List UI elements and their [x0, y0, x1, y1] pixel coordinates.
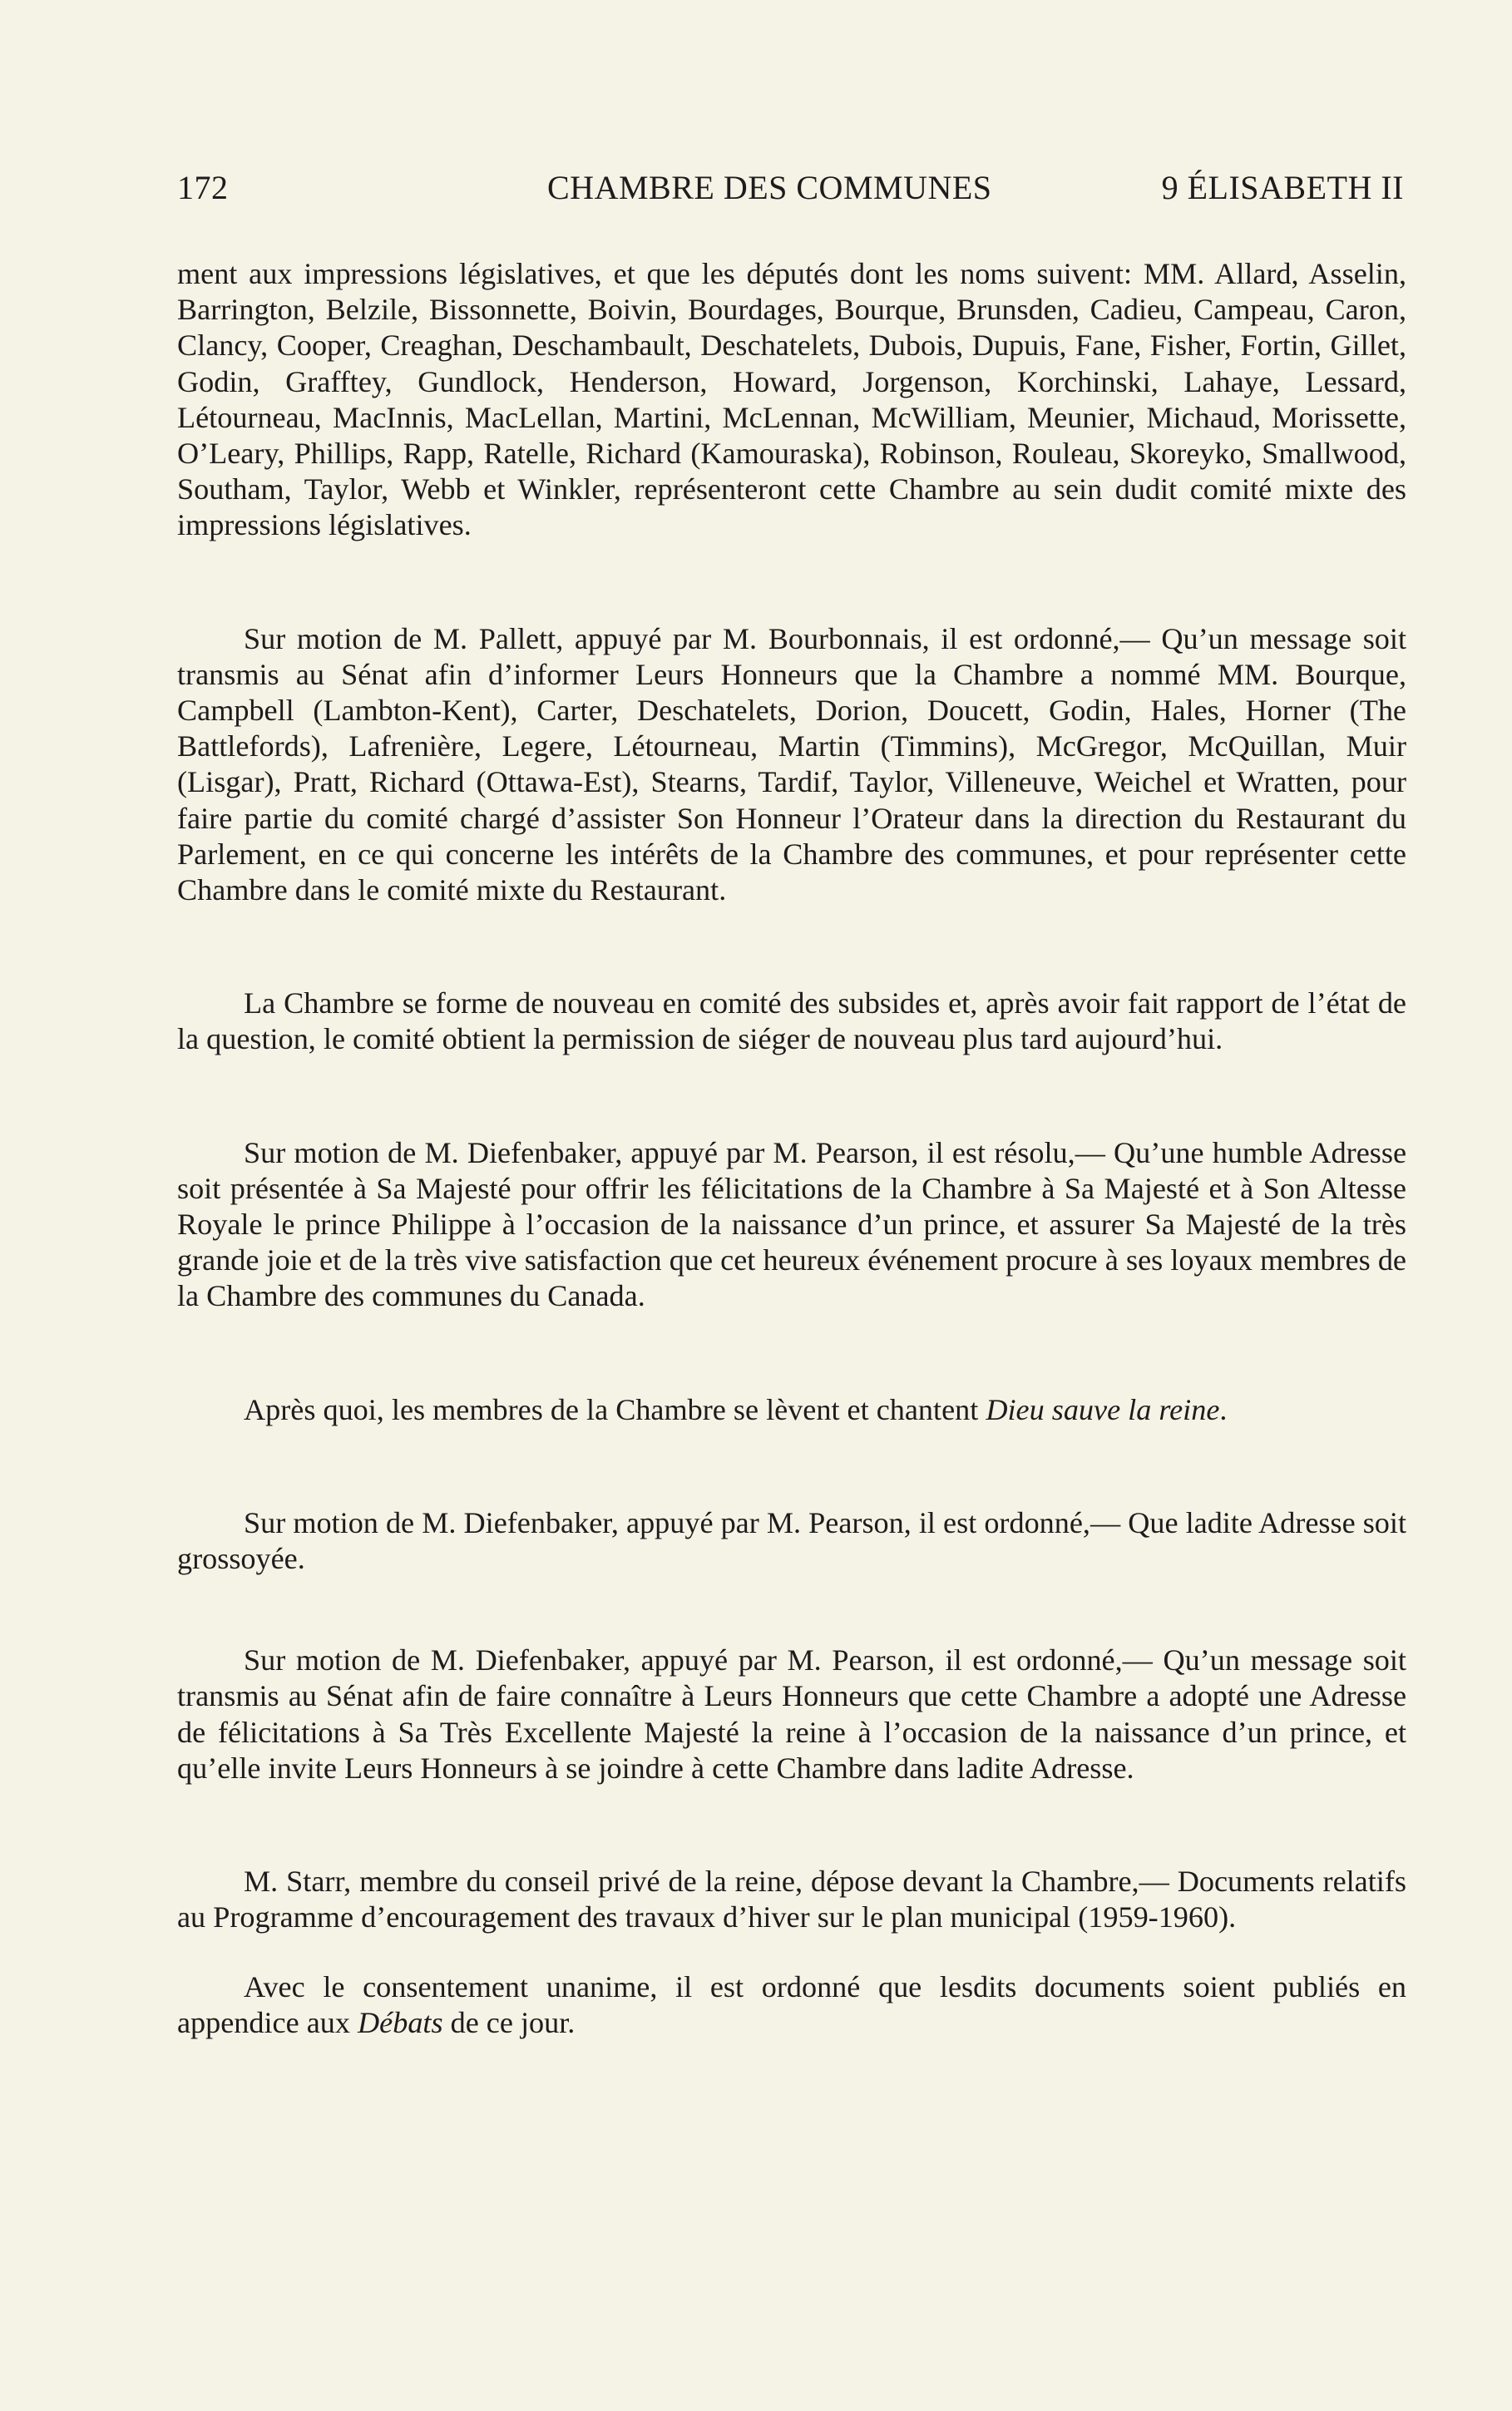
regnal-year: 9 ÉLISABETH II	[1161, 169, 1404, 206]
paragraph-anthem-text: Après quoi, les membres de la Chambre se lèvent et chantent	[244, 1392, 986, 1426]
paragraph-committee-members: ment aux impressions législatives, et que les députés dont les noms suivent: MM. Allard, Asselin, Barrington, Belzile, Bissonnette, Boivin, Bourdages, Bourque, Brunsden, Cadieu, Campeau, Caron, Clancy, Cooper, Creaghan, Deschambault, Deschatelets, Dubois, Dupuis, Fane, Fisher, Fortin, Gillet, Godin, Grafftey, Gundlock, Henderson, Howard, Jorgenson, Korchinski, Lahaye, Lessard, Létourneau, MacInnis, MacLellan, Martini, McLennan, McWilliam, Meunier, Michaud, Morissette, O’Leary, Phillips, Rapp, Ratelle, Richard (Kamouraska), Robinson, Rouleau, Skoreyko, Smallwood, Southam, Taylor, Webb et Winkler, représenteront cette Chambre au sein dudit comité mixte des impressions législatives.	[177, 257, 1406, 542]
debates-title: Débats	[358, 2005, 443, 2039]
paragraph-tabled-documents: M. Starr, membre du conseil privé de la reine, dépose devant la Chambre,— Documents relatifs au Programme d’encouragement des travaux d’hiver sur le plan municipal (1959-1960).	[177, 1865, 1406, 1934]
paragraph-appendix-order	[177, 1969, 1406, 2041]
paragraph-committee-of-supply: La Chambre se forme de nouveau en comité des subsides et, après avoir fait rapport de l’état de la question, le comité obtient la permission de siéger de nouveau plus tard aujourd’hui.	[177, 986, 1406, 1056]
paragraph-appendix-text: Avec le consentement unanime, il est ordonné que lesdits documents soient publiés en appendice aux	[177, 1969, 1406, 2039]
journal-title: CHAMBRE DES COMMUNES	[547, 169, 992, 206]
paragraph-restaurant-committee-motion: Sur motion de M. Pallett, appuyé par M. Bourbonnais, il est ordonné,— Qu’un message soit transmis au Sénat afin d’informer Leurs Honneurs que la Chambre a nommé MM. Bourque, Campbell (Lambton-Kent), Carter, Deschatelets, Dorion, Doucett, Godin, Hales, Horner (The Battlefords), Lafrenière, Legere, Létourneau, Martin (Timmins), McGregor, McQuillan, Muir (Lisgar), Pratt, Richard (Ottawa-Est), Stearns, Tardif, Taylor, Villeneuve, Weichel et Wratten, pour faire partie du comité chargé d’assister Son Honneur l’Orateur dans la direction du Restaurant du Parlement, en ce qui concerne les intérêts de la Chambre des communes, et pour représenter cette Chambre dans le comité mixte du Restaurant.	[177, 621, 1406, 907]
journal-body	[177, 256, 1406, 2041]
paragraph-address-engrossed: Sur motion de M. Diefenbaker, appuyé par M. Pearson, il est ordonné,— Que ladite Adresse soit grossoyée.	[177, 1505, 1406, 1576]
running-head	[177, 166, 1404, 210]
paragraph-senate-message: Sur motion de M. Diefenbaker, appuyé par M. Pearson, il est ordonné,— Qu’un message soit transmis au Sénat afin de faire connaître à Leurs Honneurs que cette Chambre a adopté une Adresse de félicitations à Sa Très Excellente Majesté la reine à l’occasion de la naissance d’un prince, et qu’elle invite Leurs Honneurs à se joindre à cette Chambre dans ladite Adresse.	[177, 1643, 1406, 1785]
page-number: 172	[177, 169, 229, 206]
paragraph-humble-address-resolution: Sur motion de M. Diefenbaker, appuyé par M. Pearson, il est résolu,— Qu’une humble Adresse soit présentée à Sa Majesté pour offrir les félicitations de la Chambre à Sa Majesté et à Son Altesse Royale le prince Philippe à l’occasion de la naissance d’un prince, et assurer Sa Majesté de la très grande joie et de la très vive satisfaction que cet heureux événement procure à ses loyaux membres de la Chambre des communes du Canada.	[177, 1135, 1406, 1313]
anthem-title: Dieu sauve la reine	[986, 1392, 1220, 1426]
paragraph-anthem	[177, 1392, 1406, 1428]
paragraph-anthem-end: .	[1219, 1392, 1228, 1426]
paragraph-appendix-end: de ce jour.	[442, 2005, 576, 2039]
